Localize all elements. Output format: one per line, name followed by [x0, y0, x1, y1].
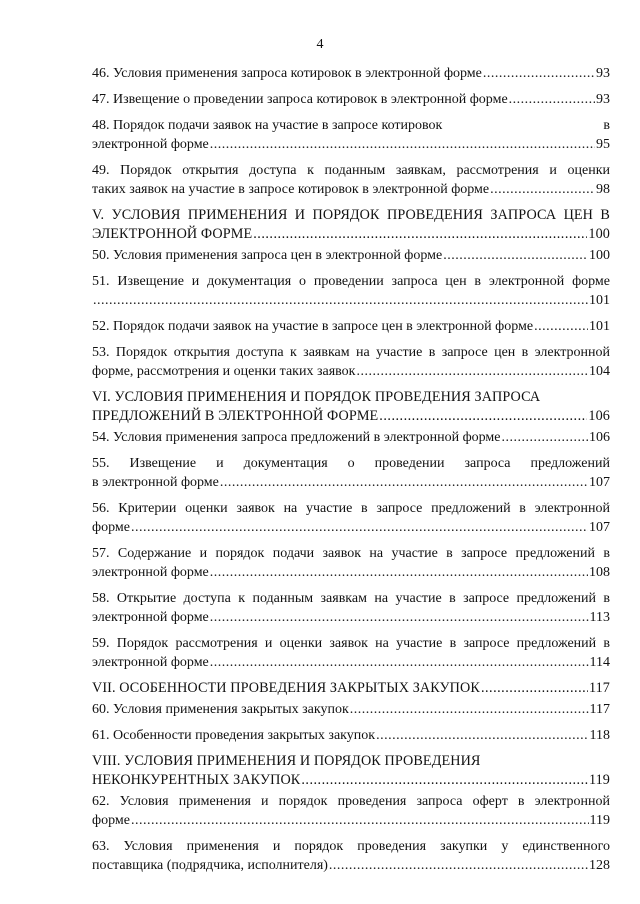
dot-leader	[356, 362, 588, 381]
toc-page-number: 114	[589, 655, 610, 670]
toc-page-number: 106	[588, 408, 610, 424]
toc-entry-text-continued: форме	[92, 813, 130, 828]
toc-section-title: VIII. УСЛОВИЯ ПРИМЕНЕНИЯ И ПОРЯДОК ПРОВЕДЕНИЯ	[92, 753, 481, 769]
toc-entry-text: 61. Особенности проведения закрытых закупок	[92, 728, 376, 743]
toc-entry-text: 47. Извещение о проведении запроса котировок в электронной форме	[92, 92, 508, 107]
toc-entry-text-continued: форме	[92, 520, 130, 535]
toc-section-title-continued: ЭЛЕКТРОННОЙ ФОРМЕ	[92, 226, 253, 242]
toc-entry-text: 53. Порядок открытия доступа к заявкам на участие в запросе цен в электронной	[92, 345, 610, 360]
toc-page-number: 93	[596, 92, 610, 107]
toc-page-number: 119	[589, 813, 610, 828]
dot-leader	[481, 679, 588, 698]
toc-page-number: 113	[589, 610, 610, 625]
toc-entry-text-continued: в электронной форме	[92, 475, 219, 490]
dot-leader	[220, 473, 588, 492]
toc-entry-54[interactable]	[92, 428, 610, 447]
toc-page-number: 118	[589, 728, 610, 743]
toc-page-number: 117	[588, 680, 610, 696]
toc-page-number: 104	[589, 364, 610, 379]
toc-section-vii[interactable]	[92, 679, 610, 698]
page-number: 4	[316, 37, 324, 52]
toc-entry-48[interactable]	[92, 116, 610, 154]
toc-entry-text-continued: поставщика (подрядчика, исполнителя)	[92, 858, 328, 873]
toc-page-number: 106	[589, 430, 610, 445]
toc-entry-text: 50. Условия применения запроса цен в электронной форме	[92, 248, 443, 263]
toc-entry-46[interactable]	[92, 64, 610, 83]
toc-entry-56[interactable]	[92, 499, 610, 537]
toc-entry-60[interactable]	[92, 700, 610, 719]
toc-entry-text-continued: электронной форме	[92, 655, 209, 670]
dot-leader	[483, 64, 595, 83]
table-of-contents	[92, 64, 610, 882]
dot-leader	[210, 608, 589, 627]
toc-entry-text-continued: электронной форме	[92, 610, 209, 625]
dot-leader	[534, 317, 588, 336]
toc-page-number: 107	[589, 475, 610, 490]
toc-entry-text: 55. Извещение и документация о проведении запроса предложений	[92, 456, 610, 471]
dot-leader	[93, 291, 588, 310]
toc-entry-47[interactable]	[92, 90, 610, 109]
toc-entry-text: 49. Порядок открытия доступа к поданным заявкам, рассмотрения и оценки	[92, 163, 610, 178]
toc-entry-text: 62. Условия применения и порядок проведения запроса оферт в электронной	[92, 794, 610, 809]
toc-entry-text-continued: электронной форме	[92, 565, 209, 580]
toc-entry-49[interactable]	[92, 161, 610, 199]
dot-leader	[329, 856, 588, 875]
toc-page-number: 100	[589, 248, 610, 263]
toc-page-number: 101	[589, 319, 610, 334]
dot-leader	[131, 811, 589, 830]
toc-page-number: 101	[589, 293, 610, 308]
toc-section-title: VII. ОСОБЕННОСТИ ПРОВЕДЕНИЯ ЗАКРЫТЫХ ЗАКУПОК	[92, 680, 480, 696]
toc-entry-text-continued: форме, рассмотрения и оценки таких заявок	[92, 364, 356, 379]
toc-entry-61[interactable]	[92, 726, 610, 745]
toc-entry-59[interactable]	[92, 634, 610, 672]
dot-leader	[301, 771, 588, 790]
toc-entry-text: 46. Условия применения запроса котировок в электронной форме	[92, 66, 482, 81]
dot-leader	[443, 246, 588, 265]
toc-page-number: 95	[596, 137, 610, 152]
toc-section-title-continued: НЕКОНКУРЕНТНЫХ ЗАКУПОК	[92, 772, 301, 788]
toc-page-number: 100	[588, 226, 610, 242]
toc-section-viii[interactable]	[92, 752, 610, 790]
dot-leader	[210, 653, 589, 672]
toc-entry-text: 48. Порядок подачи заявок на участие в запросе котировок	[92, 118, 443, 133]
toc-section-vi[interactable]	[92, 388, 610, 426]
toc-page-number: 98	[596, 182, 610, 197]
toc-entry-text: 56. Критерии оценки заявок на участие в запросе предложений в электронной	[92, 501, 610, 516]
toc-entry-text: 51. Извещение и документация о проведении запроса цен в электронной форме	[92, 274, 610, 289]
dot-leader	[210, 563, 588, 582]
toc-section-title-continued: ПРЕДЛОЖЕНИЙ В ЭЛЕКТРОННОЙ ФОРМЕ	[92, 408, 379, 424]
toc-entry-58[interactable]	[92, 589, 610, 627]
toc-page-number: 93	[596, 66, 610, 81]
dot-leader	[502, 428, 588, 447]
toc-entry-text: 63. Условия применения и порядок проведения закупки у единственного	[92, 839, 610, 854]
toc-page-number: 117	[589, 702, 610, 717]
toc-entry-53[interactable]	[92, 343, 610, 381]
toc-page-number: 119	[588, 772, 610, 788]
toc-entry-text-continued: электронной форме	[92, 137, 209, 152]
dot-leader	[131, 518, 588, 537]
toc-section-title: V. УСЛОВИЯ ПРИМЕНЕНИЯ И ПОРЯДОК ПРОВЕДЕНИЯ ЗАПРОСА ЦЕН В	[92, 207, 610, 223]
toc-entry-text: 59. Порядок рассмотрения и оценки заявок на участие в запросе предложений в	[92, 636, 610, 651]
toc-page-number: 108	[589, 565, 610, 580]
toc-entry-text-tail: в	[603, 118, 610, 133]
toc-entry-text: 57. Содержание и порядок подачи заявок на участие в запросе предложений в	[92, 546, 610, 561]
toc-entry-63[interactable]	[92, 837, 610, 875]
toc-entry-55[interactable]	[92, 454, 610, 492]
toc-entry-52[interactable]	[92, 317, 610, 336]
toc-page-number: 128	[589, 858, 610, 873]
toc-section-v[interactable]	[92, 206, 610, 244]
toc-entry-57[interactable]	[92, 544, 610, 582]
toc-entry-text: 60. Условия применения закрытых закупок	[92, 702, 349, 717]
toc-entry-text: 58. Открытие доступа к поданным заявкам на участие в запросе предложений в	[92, 591, 610, 606]
toc-page-number: 107	[589, 520, 610, 535]
dot-leader	[376, 726, 588, 745]
toc-entry-62[interactable]	[92, 792, 610, 830]
toc-entry-text: 52. Порядок подачи заявок на участие в запросе цен в электронной форме	[92, 319, 534, 334]
dot-leader	[379, 407, 587, 426]
dot-leader	[350, 700, 589, 719]
dot-leader	[210, 135, 595, 154]
toc-section-title: VI. УСЛОВИЯ ПРИМЕНЕНИЯ И ПОРЯДОК ПРОВЕДЕНИЯ ЗАПРОСА	[92, 389, 541, 405]
dot-leader	[490, 180, 595, 199]
toc-entry-text-continued: таких заявок на участие в запросе котировок в электронной форме	[92, 182, 490, 197]
dot-leader	[509, 90, 595, 109]
dot-leader	[253, 225, 587, 244]
toc-entry-text: 54. Условия применения запроса предложений в электронной форме	[92, 430, 501, 445]
toc-entry-50[interactable]	[92, 246, 610, 265]
toc-entry-51[interactable]	[92, 272, 610, 310]
